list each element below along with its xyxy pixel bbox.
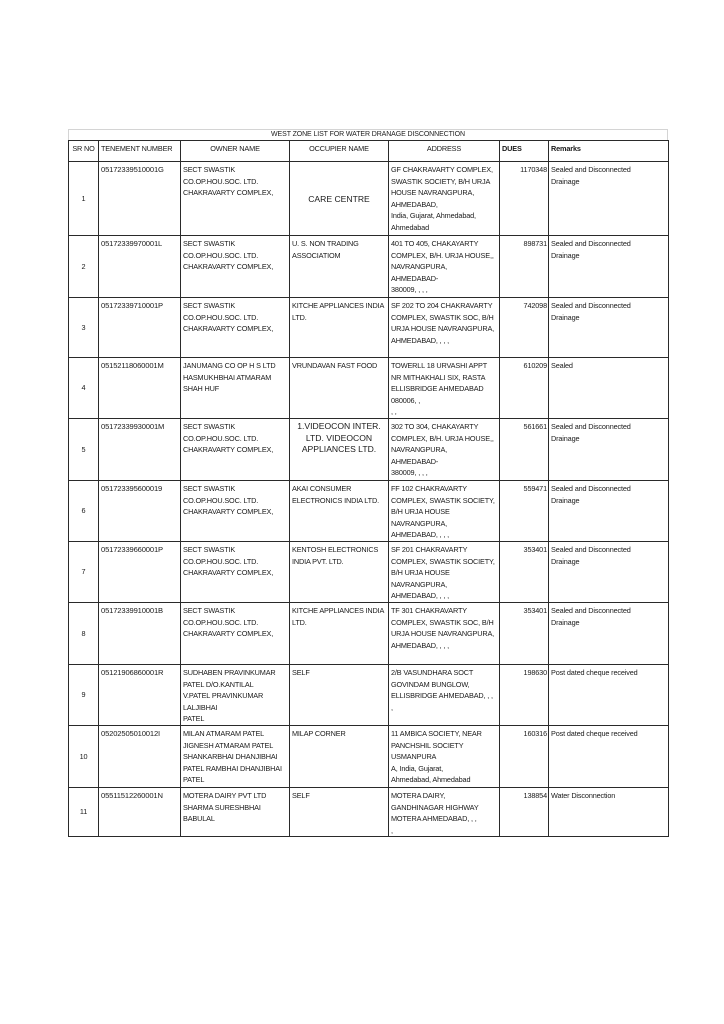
owner-name-text: SECT SWASTIK CO.OP.HOU.SOC. LTD. CHAKRAVARTY COMPLEX, — [183, 239, 274, 272]
owner-name-cell — [181, 298, 290, 358]
owner-name-text: SECT SWASTIK CO.OP.HOU.SOC. LTD. CHAKRAVARTY COMPLEX, — [183, 544, 274, 578]
table-row — [69, 162, 669, 236]
remarks-text: Sealed and Disconnected Drainage — [551, 301, 631, 322]
sr-no-text: 8 — [81, 628, 86, 638]
address-text: FF 102 CHAKRAVARTY COMPLEX, SWASTIK SOCIETY, B/H URJA HOUSE NAVRANGPURA, AHMEDABAD, , , , — [391, 484, 495, 540]
address-cell — [389, 298, 500, 358]
dues-text: 138854 — [523, 790, 547, 800]
table-row — [69, 664, 669, 725]
sr-no-text: 4 — [81, 383, 86, 393]
tenement-number-cell — [99, 236, 181, 298]
address-text: TF 301 CHAKRAVARTY COMPLEX, SWASTIK SOC, B/H URJA HOUSE NAVRANGPURA, AHMEDABAD, , , , — [391, 605, 495, 650]
dues-text: 559471 — [523, 484, 547, 493]
remarks-cell — [549, 664, 669, 725]
occupier-name-cell — [290, 162, 389, 236]
sr-no-text: 10 — [79, 751, 88, 761]
tenement-number-cell — [99, 602, 181, 664]
dues-text: 561661 — [523, 422, 547, 431]
dues-text: 1170348 — [520, 165, 547, 174]
header-tenement-number: TENEMENT NUMBER — [99, 141, 181, 162]
remarks-cell — [549, 541, 669, 602]
owner-name-cell — [181, 358, 290, 419]
sr-no-cell — [69, 162, 99, 236]
owner-name-cell — [181, 664, 290, 725]
occupier-name-text: SELF — [292, 667, 310, 677]
tenement-number-text: 05172339710001P — [101, 301, 163, 310]
address-text: 2/B VASUNDHARA SOCT GOVINDAM BUNGLOW, ELLISBRIDGE AHMEDABAD, , , , — [391, 667, 493, 712]
sr-no-text: 9 — [81, 690, 86, 700]
address-cell — [389, 664, 500, 725]
dues-text: 198630 — [523, 667, 547, 677]
tenement-number-text: 05172339910001B — [101, 605, 163, 615]
owner-name-text: SECT SWASTIK CO.OP.HOU.SOC. LTD. CHAKRAVARTY COMPLEX, — [183, 301, 274, 334]
occupier-name-cell — [290, 481, 389, 542]
dues-cell — [500, 787, 549, 836]
dues-cell — [500, 162, 549, 236]
table-row — [69, 725, 669, 787]
address-text: 11 AMBICA SOCIETY, NEAR PANCHSHIL SOCIETY USMANPURA A, India, Gujarat, Ahmedabad, Ahmedabad — [391, 728, 482, 785]
occupier-name-text: AKAI CONSUMER ELECTRONICS INDIA LTD. — [292, 484, 379, 505]
address-text: TOWERLL 18 URVASHI APPT NR MITHAKHALI SIX, RASTA ELLISBRIDGE AHMEDABAD 080006, , , , — [391, 361, 488, 417]
occupier-name-text: KENTOSH ELECTRONICS INDIA PVT. LTD. — [292, 544, 379, 566]
address-text: MOTERA DAIRY, GANDHINAGAR HIGHWAY MOTERA AHMEDABAD, , , , — [391, 790, 479, 835]
sr-no-cell — [69, 298, 99, 358]
dues-text: 353401 — [523, 544, 547, 554]
tenement-number-cell — [99, 725, 181, 787]
sr-no-cell — [69, 541, 99, 602]
remarks-cell — [549, 481, 669, 542]
remarks-cell — [549, 725, 669, 787]
owner-name-cell — [181, 541, 290, 602]
remarks-cell — [549, 419, 669, 481]
dues-text: 160316 — [523, 728, 547, 738]
owner-name-cell — [181, 787, 290, 836]
tenement-number-text: 05172339510001G — [101, 165, 164, 174]
remarks-text: Sealed and Disconnected Drainage — [551, 605, 631, 627]
dues-text: 353401 — [523, 605, 547, 615]
remarks-text: Sealed and Disconnected Drainage — [551, 422, 631, 443]
owner-name-text: SECT SWASTIK CO.OP.HOU.SOC. LTD. CHAKRAVARTY COMPLEX, — [183, 165, 274, 198]
dues-cell — [500, 358, 549, 419]
occupier-name-cell — [290, 602, 389, 664]
header-dues: DUES — [500, 141, 549, 162]
document-sheet — [68, 129, 668, 837]
tenement-number-text: 05202505010012I — [101, 728, 160, 738]
tenement-number-text: 05172339660001P — [101, 544, 163, 554]
sr-no-cell — [69, 419, 99, 481]
sr-no-text: 1 — [81, 193, 86, 203]
remarks-cell — [549, 298, 669, 358]
dues-cell — [500, 725, 549, 787]
tenement-number-text: 05121906860001R — [101, 667, 164, 677]
sr-no-text: 3 — [81, 322, 86, 332]
occupier-name-cell — [290, 419, 389, 481]
address-cell — [389, 787, 500, 836]
address-cell — [389, 358, 500, 419]
tenement-number-text: 051723395600019 — [101, 484, 163, 493]
address-cell — [389, 162, 500, 236]
remarks-text: Sealed — [551, 361, 573, 370]
owner-name-text: SECT SWASTIK CO.OP.HOU.SOC. LTD. CHAKRAVARTY COMPLEX, — [183, 422, 274, 455]
occupier-name-cell — [290, 236, 389, 298]
owner-name-cell — [181, 162, 290, 236]
occupier-name-text: KITCHE APPLIANCES INDIA LTD. — [292, 301, 385, 322]
address-cell — [389, 541, 500, 602]
remarks-text: Post dated cheque received — [551, 667, 638, 677]
tenement-number-cell — [99, 419, 181, 481]
owner-name-text: JANUMANG CO OP H S LTD HASMUKHBHAI ATMARAM SHAH HUF — [183, 361, 276, 394]
disconnection-table — [68, 140, 669, 837]
sr-no-cell — [69, 236, 99, 298]
owner-name-text: MOTERA DAIRY PVT LTD SHARMA SURESHBHAI BABULAL — [183, 790, 267, 824]
remarks-text: Sealed and Disconnected Drainage — [551, 165, 631, 186]
header-owner-name: OWNER NAME — [181, 141, 290, 162]
remarks-text: Post dated cheque received — [551, 728, 638, 738]
table-row — [69, 298, 669, 358]
remarks-cell — [549, 236, 669, 298]
sr-no-text: 5 — [81, 444, 86, 454]
sr-no-text: 11 — [79, 807, 88, 817]
header-address: ADDRESS — [389, 141, 500, 162]
occupier-name-text: VRUNDAVAN FAST FOOD — [292, 361, 378, 370]
header-sr-no: SR NO — [69, 141, 99, 162]
remarks-text: Sealed and Disconnected Drainage — [551, 544, 631, 566]
address-cell — [389, 602, 500, 664]
sr-no-text: 2 — [81, 261, 86, 271]
header-occupier-name: OCCUPIER NAME — [290, 141, 389, 162]
sr-no-cell — [69, 725, 99, 787]
sr-no-text: 6 — [81, 506, 86, 516]
address-text: SF 201 CHAKRAVARTY COMPLEX, SWASTIK SOCIETY, B/H URJA HOUSE NAVRANGPURA, AHMEDABAD, , , , — [391, 544, 495, 601]
occupier-name-cell — [290, 541, 389, 602]
address-cell — [389, 236, 500, 298]
table-row — [69, 419, 669, 481]
occupier-name-text: MILAP CORNER — [292, 728, 346, 738]
remarks-text: Sealed and Disconnected Drainage — [551, 484, 631, 505]
header-remarks: Remarks — [549, 141, 669, 162]
address-text: GF CHAKRAVARTY COMPLEX, SWASTIK SOCIETY, B/H URJA HOUSE NAVRANGPURA, AHMEDABAD, India, Gujarat, Ahmedabad, Ahmedabad — [391, 165, 493, 232]
table-body — [69, 162, 669, 837]
owner-name-text: SUDHABEN PRAVINKUMAR PATEL D/O.KANTILAL V.PATEL PRAVINKUMAR LALJIBHAI PATEL — [183, 667, 276, 724]
sr-no-cell — [69, 787, 99, 836]
owner-name-cell — [181, 602, 290, 664]
tenement-number-cell — [99, 664, 181, 725]
remarks-text: Sealed and Disconnected Drainage — [551, 239, 631, 260]
dues-text: 742098 — [523, 301, 547, 310]
table-row — [69, 358, 669, 419]
tenement-number-cell — [99, 787, 181, 836]
header-row — [69, 141, 669, 162]
remarks-cell — [549, 787, 669, 836]
occupier-name-text: U. S. NON TRADING ASSOCIATIOM — [292, 239, 359, 260]
owner-name-cell — [181, 419, 290, 481]
occupier-name-cell — [290, 664, 389, 725]
owner-name-cell — [181, 481, 290, 542]
sr-no-text: 7 — [81, 567, 86, 577]
owner-name-text: MILAN ATMARAM PATEL JIGNESH ATMARAM PATEL SHANKARBHAI DHANJIBHAI PATEL RAMBHAI DHANJIBHAI PATEL — [183, 728, 282, 785]
owner-name-cell — [181, 725, 290, 787]
table-title: WEST ZONE LIST FOR WATER DRANAGE DISCONNECTION — [68, 129, 668, 140]
dues-text: 898731 — [523, 239, 547, 248]
address-cell — [389, 481, 500, 542]
tenement-number-cell — [99, 298, 181, 358]
occupier-name-text: KITCHE APPLIANCES INDIA LTD. — [292, 605, 385, 627]
dues-cell — [500, 602, 549, 664]
dues-cell — [500, 664, 549, 725]
occupier-name-text: CARE CENTRE — [308, 193, 370, 204]
occupier-name-text: 1.VIDEOCON INTER. LTD. VIDEOCON APPLIANCES LTD. — [297, 421, 381, 454]
address-cell — [389, 419, 500, 481]
table-row — [69, 787, 669, 836]
sr-no-cell — [69, 664, 99, 725]
remarks-cell — [549, 358, 669, 419]
occupier-name-cell — [290, 358, 389, 419]
tenement-number-cell — [99, 358, 181, 419]
remarks-text: Water Disconnection — [551, 790, 616, 800]
sr-no-cell — [69, 481, 99, 542]
owner-name-text: SECT SWASTIK CO.OP.HOU.SOC. LTD. CHAKRAVARTY COMPLEX, — [183, 605, 274, 639]
owner-name-text: SECT SWASTIK CO.OP.HOU.SOC. LTD. CHAKRAVARTY COMPLEX, — [183, 484, 274, 517]
table-row — [69, 236, 669, 298]
tenement-number-text: 05172339930001M — [101, 422, 165, 431]
sr-no-cell — [69, 602, 99, 664]
occupier-name-cell — [290, 298, 389, 358]
table-row — [69, 602, 669, 664]
table-row — [69, 481, 669, 542]
tenement-number-cell — [99, 162, 181, 236]
owner-name-cell — [181, 236, 290, 298]
address-text: 302 TO 304, CHAKAYARTY COMPLEX, B/H. URJA HOUSE,, NAVRANGPURA, AHMEDABAD- 380009, , , , — [391, 422, 494, 478]
tenement-number-cell — [99, 481, 181, 542]
remarks-cell — [549, 602, 669, 664]
dues-text: 610209 — [523, 361, 547, 370]
occupier-name-cell — [290, 787, 389, 836]
remarks-cell — [549, 162, 669, 236]
tenement-number-text: 05511512260001N — [101, 790, 163, 800]
tenement-number-cell — [99, 541, 181, 602]
dues-cell — [500, 481, 549, 542]
dues-cell — [500, 236, 549, 298]
occupier-name-text: SELF — [292, 790, 310, 800]
dues-cell — [500, 541, 549, 602]
occupier-name-cell — [290, 725, 389, 787]
sr-no-cell — [69, 358, 99, 419]
address-cell — [389, 725, 500, 787]
dues-cell — [500, 419, 549, 481]
dues-cell — [500, 298, 549, 358]
address-text: SF 202 TO 204 CHAKRAVARTY COMPLEX, SWASTIK SOC, B/H URJA HOUSE NAVRANGPURA, AHMEDABAD, , , , — [391, 301, 495, 345]
tenement-number-text: 05152118060001M — [101, 361, 164, 370]
table-row — [69, 541, 669, 602]
address-text: 401 TO 405, CHAKAYARTY COMPLEX, B/H. URJA HOUSE,, NAVRANGPURA, AHMEDABAD- 380009, , , , — [391, 239, 494, 295]
tenement-number-text: 05172339970001L — [101, 239, 163, 248]
